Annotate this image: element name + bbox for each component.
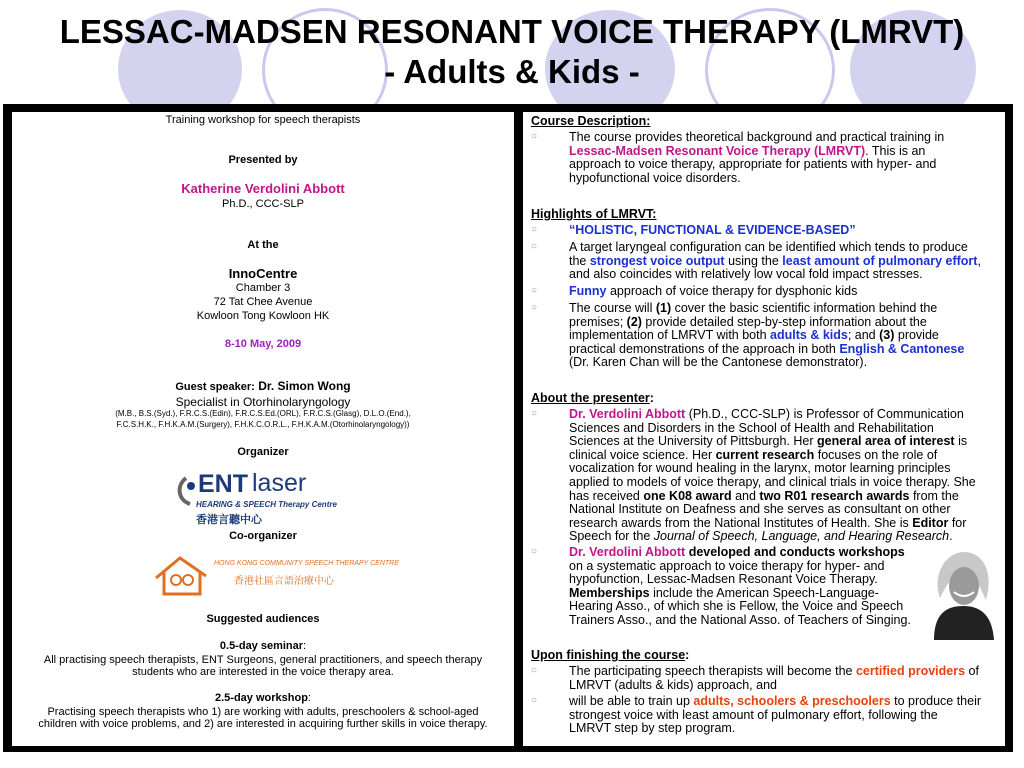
- half-day-label: 0.5-day seminar: [219, 640, 304, 652]
- finishing-train: will be able to train up adults, schoolers & preschoolers to produce their strongest voice with least amount of pulmonary effort, following the LMRVT step by step program.: [569, 694, 982, 736]
- about-presenter-heading: About the presenter:: [531, 391, 654, 405]
- highlight-funny: Funny approach of voice therapy for dysphonic kids: [569, 284, 858, 298]
- guest-name: Dr. Simon Wong: [258, 379, 351, 393]
- ent-chinese: 香港言聽中心: [196, 514, 262, 526]
- presenter-portrait-icon: [924, 544, 1002, 640]
- event-date: 8-10 May, 2009: [224, 338, 302, 350]
- presenter-creds: Ph.D., CCC-SLP: [222, 198, 304, 210]
- bullet-icon: [531, 286, 541, 296]
- presented-by: Presented by: [228, 154, 298, 166]
- half-day-desc: All practising speech therapists, ENT Surgeons, general practitioners, and speech therapy: [43, 654, 483, 666]
- presenter-name: Katherine Verdolini Abbott: [181, 181, 345, 196]
- laser-text: laser: [252, 469, 307, 497]
- bullet-icon: [531, 242, 541, 252]
- two-half-day-label: 2.5-day workshop: [215, 692, 308, 704]
- ent-subtitle: HEARING & SPEECH Therapy Centre: [196, 500, 337, 509]
- bullet-icon: [531, 409, 541, 419]
- title-line-1: LESSAC-MADSEN RESONANT VOICE THERAPY (LMRVT): [59, 13, 965, 50]
- ent-text: ENT: [198, 470, 248, 498]
- bullet-icon: [531, 225, 541, 235]
- venue-line: Chamber 3: [235, 282, 291, 294]
- half-day-desc: students who are interested in the voice therapy area.: [132, 666, 394, 678]
- guest-quals: F.C.S.H.K., F.H.K.A.M.(Surgery), F.H.K.C.O.R.L., F.H.K.A.M.(Otorhinolaryngology)): [116, 420, 410, 429]
- two-half-day-heading: 2.5-day workshop:: [215, 692, 311, 704]
- hk-community-logo: [152, 550, 399, 600]
- venue-line: Kowloon Tong Kowloon HK: [196, 310, 330, 322]
- house-icon: [152, 550, 212, 600]
- guest-speaker: [12, 379, 514, 395]
- co-organizer-label: Co-organizer: [229, 530, 297, 542]
- page-title: [0, 12, 1024, 92]
- audiences-label: Suggested audiences: [206, 613, 320, 625]
- course-description-text: The course provides theoretical background and practical training in Lessac-Madsen Resonant Voice Therapy (LMRVT). This is an approach to voice therapy, appropriate for patients with hyper- and hypofunctional voice disorders.: [569, 130, 945, 185]
- organizer-label: Organizer: [237, 446, 289, 458]
- guest-title: Specialist in Otorhinolaryngology: [175, 395, 351, 409]
- highlight-holistic: “HOLISTIC, FUNCTIONAL & EVIDENCE-BASED”: [569, 223, 856, 237]
- right-panel: [523, 112, 1005, 746]
- hk-logo-english: HONG KONG COMMUNITY SPEECH THERAPY CENTRE: [214, 560, 399, 567]
- guest-label: Guest speaker:: [175, 381, 255, 393]
- workshops-text: Dr. Verdolini Abbott developed and conducts workshops on a systematic approach to voice therapy for hyper- and hypofunction, Lessac-Madsen Resonant Voice Therapy. Memberships include the American Speech-Language- Hearing Asso., of which she is Fellow, the Voice and Speech Trainers Asso., and the National Asso. of Teachers of Singing.: [569, 545, 911, 627]
- presenter-photo: [924, 544, 1002, 640]
- bullet-icon: [531, 132, 541, 142]
- half-day-heading: 0.5-day seminar:: [219, 640, 307, 652]
- two-half-day-desc: Practising speech therapists who 1) are working with adults, preschoolers & school-aged: [47, 706, 479, 718]
- at-the: At the: [247, 239, 279, 251]
- workshop-label: Training workshop for speech therapists: [165, 114, 361, 126]
- highlights-heading: Highlights of LMRVT:: [531, 207, 657, 221]
- venue-line: 72 Tat Chee Avenue: [213, 296, 313, 308]
- bullet-icon: [531, 303, 541, 313]
- course-description-heading: Course Description:: [531, 114, 651, 128]
- upon-finishing-heading: Upon finishing the course:: [531, 648, 690, 662]
- venue-name: InnoCentre: [228, 266, 298, 281]
- ent-laser-logo: [174, 464, 354, 530]
- finishing-certified: The participating speech therapists will become the certified providers of LMRVT (adults & kids) approach, and: [569, 664, 979, 692]
- about-presenter-text: Dr. Verdolini Abbott (Ph.D., CCC-SLP) is Professor of Communication Sciences and Disorders in the School of Health and Rehabilitation Sciences at the University of Pittsburgh. Her general area of interest is clinical voice science. Her current research focuses on the role of vocalization for wound healing in the larynx, motor learning principles applied to models of voice therapy, and clinical trials in voice therapy. She has received one K08 award and two R01 research awards from the National Institute on Deafness and she serves as consultant on other research awards from the National Institutes of Health. She is Editor for Speech for the Journal of Speech, Language, and Hearing Research.: [569, 407, 976, 544]
- title-line-2: - Adults & Kids -: [384, 53, 640, 90]
- two-half-day-desc: children with voice problems, and 2) are interested in acquiring further skills in voice therapy.: [38, 718, 488, 730]
- guest-quals: (M.B., B.S.(Syd.), F.R.C.S.(Edin), F.R.C.S.Ed.(ORL), F.R.C.S.(Glasg), D.L.O.(End.),: [115, 409, 411, 418]
- left-panel: [12, 112, 514, 746]
- bullet-icon: [531, 666, 541, 676]
- bullet-icon: [531, 696, 541, 706]
- bullet-icon: [531, 547, 541, 557]
- hk-logo-chinese: 香港社區言語治療中心: [234, 576, 334, 587]
- highlight-laryngeal: A target laryngeal configuration can be identified which tends to produce the strongest voice output using the least amount of pulmonary effort, and also coincides with relatively low vocal fold impact stresses.: [569, 240, 981, 282]
- highlight-course: The course will (1) cover the basic scientific information behind the premises; (2) provide detailed step-by-step information about the implementation of LMRVT with both adults & kids; and (3) provide practical demonstrations of the approach in both English & Cantonese (Dr. Karen Chan will be the Cantonese demonstrator).: [569, 301, 965, 370]
